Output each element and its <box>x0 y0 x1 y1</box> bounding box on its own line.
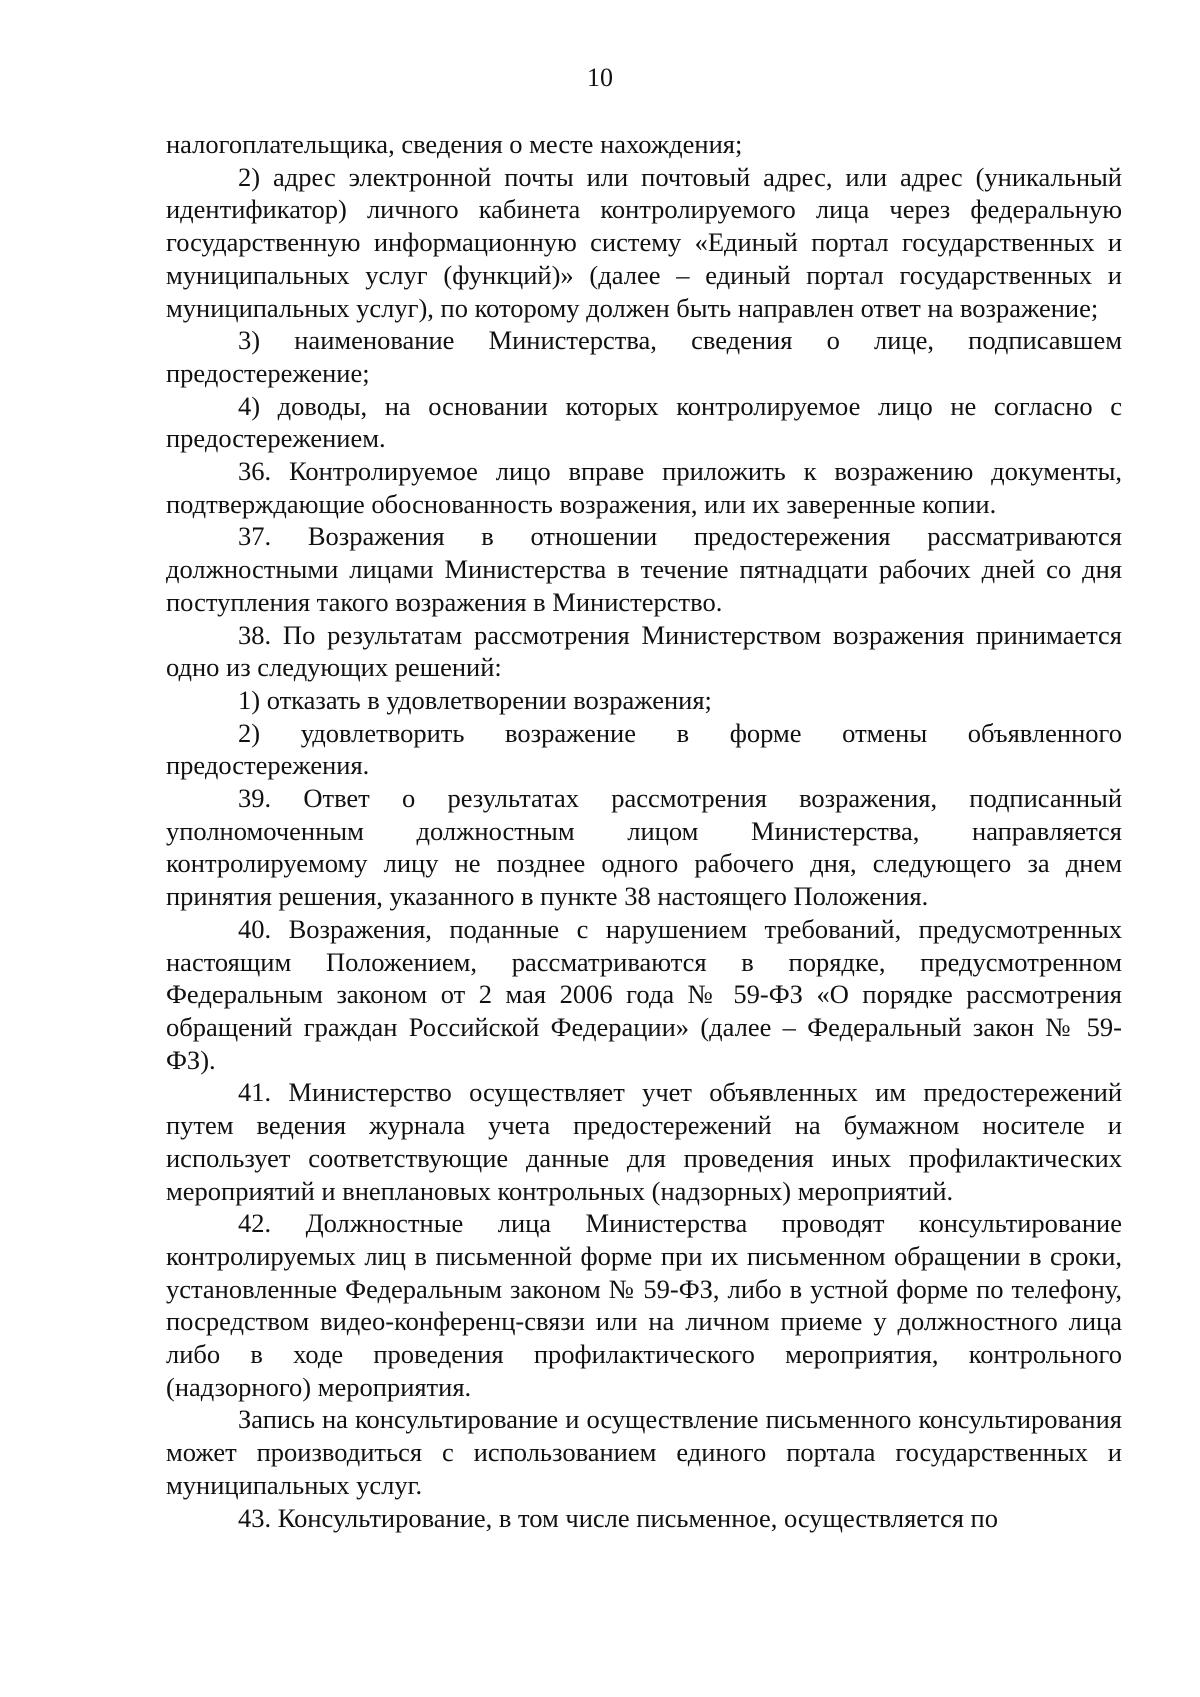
paragraph-40: 40. Возражения, поданные с нарушением требований, предусмотренных настоящим Положением, рассматриваются в порядке, предусмотренном Федеральным законом от 2 мая 2006 года № 59-ФЗ «О порядке рассмотрения обращений граждан Российской Федерации» (далее – Федеральный закон № 59-ФЗ). <box>166 913 1122 1075</box>
paragraph-42: 42. Должностные лица Министерства проводят консультирование контролируемых лиц в письменной форме при их письменном обращении в сроки, установленные Федеральным законом № 59-ФЗ, либо в устной форме по телефону, посредством видео-конференц-связи или на личном приеме у должностного лица либо в ходе проведения профилактического мероприятия, контрольного (надзорного) мероприятия. <box>166 1208 1122 1402</box>
paragraph-42-consultation-record: Запись на консультирование и осуществление письменного консультирования может производиться с использованием единого портала государственных и муниципальных услуг. <box>166 1404 1122 1500</box>
paragraph-38-item-2: 2) удовлетворить возражение в форме отмены объявленного предостережения. <box>166 717 1122 781</box>
paragraph-39: 39. Ответ о результатах рассмотрения возражения, подписанный уполномоченным должностным лицом Министерства, направляется контролируемому лицу не позднее одного рабочего дня, следующего за днем принятия решения, указанного в пункте 38 настоящего Положения. <box>166 783 1122 912</box>
paragraph-37: 37. Возражения в отношении предостережения рассматриваются должностными лицами Министерства в течение пятнадцати рабочих дней со дня поступления такого возражения в Министерство. <box>166 521 1122 617</box>
paragraph-item-4-arguments: 4) доводы, на основании которых контролируемое лицо не согласно с предостережением. <box>166 390 1122 454</box>
paragraph-38: 38. По результатам рассмотрения Министерством возражения принимается одно из следующих решений: <box>166 619 1122 683</box>
page-number: 10 <box>587 63 613 92</box>
paragraph-item-2-address: 2) адрес электронной почты или почтовый адрес, или адрес (уникальный идентификатор) личного кабинета контролируемого лица через федеральную государственную информационную систему «Единый портал государственных и муниципальных услуг (функций)» (далее – единый портал государственных и муниципальных услуг), по которому должен быть направлен ответ на возражение; <box>166 161 1122 323</box>
paragraph-43: 43. Консультирование, в том числе письменное, осуществляется по <box>238 1502 998 1533</box>
paragraph-41: 41. Министерство осуществляет учет объявленных им предостережений путем ведения журнала учета предостережений на бумажном носителе и использует соответствующие данные для проведения иных профилактических мероприятий и внеплановых контрольных (надзорных) мероприятий. <box>166 1077 1122 1206</box>
paragraph-item-3-ministry-name: 3) наименование Министерства, сведения о лице, подписавшем предостережение; <box>166 325 1122 388</box>
document-body <box>166 128 1122 1534</box>
paragraph-36: 36. Контролируемое лицо вправе приложить к возражению документы, подтверждающие обоснованность возражения, или их заверенные копии. <box>166 456 1122 519</box>
paragraph-38-item-1: 1) отказать в удовлетворении возражения; <box>238 684 712 715</box>
paragraph-continuation: налогоплательщика, сведения о месте нахождения; <box>166 129 743 159</box>
